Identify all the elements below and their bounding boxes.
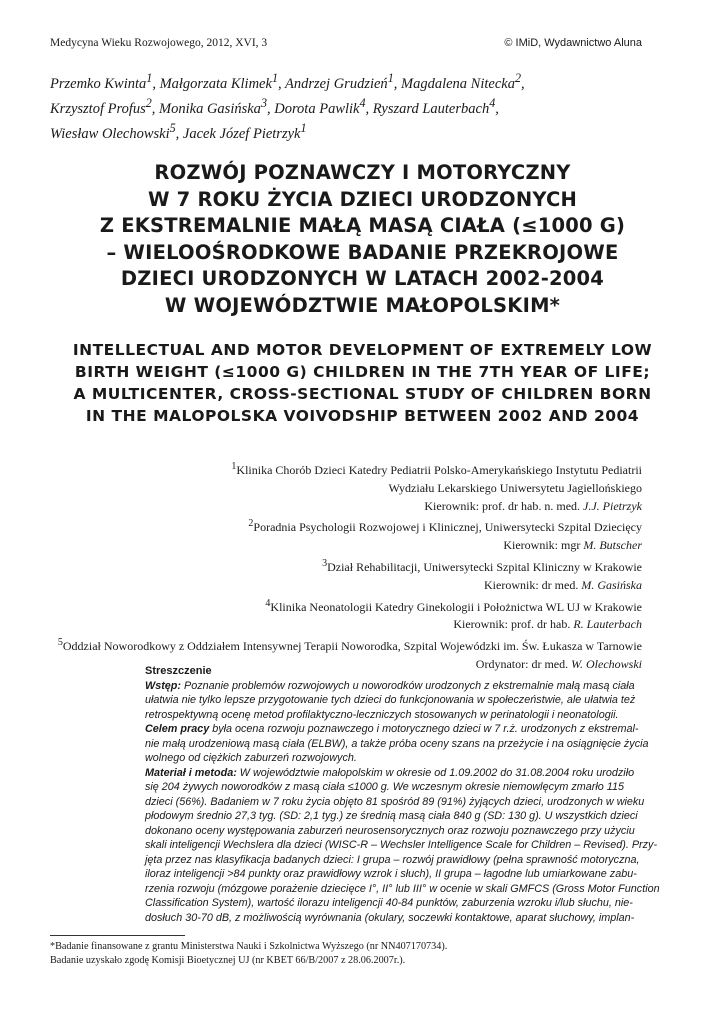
author-line — [50, 94, 642, 119]
abstract-line: ułatwia nie tylko lepsze przygotowanie tych dzieci do funkcjonowania w społeczeństwie, ale ułatwia też — [145, 694, 636, 706]
affiliation-marker: 1 — [271, 71, 278, 85]
title-line: W WOJEWÓDZTWIE MAŁOPOLSKIM* — [164, 293, 561, 317]
affiliation-text: Klinika Neonatologii Katedry Ginekologii i Położnictwa WL UJ w Krakowie — [270, 599, 642, 614]
author-name: , Jacek Józef Pietrzyk — [175, 125, 301, 142]
abstract-line: skali inteligencji Wechslera dla dzieci (WISC-R – Wechsler Intelligence Scale for Children – Revised). Przy- — [145, 839, 658, 851]
abstract — [145, 664, 660, 925]
affiliation-4-head — [50, 616, 642, 634]
head-name: M. Gasińska — [581, 577, 642, 592]
author-name: Przemko Kwinta — [50, 75, 147, 92]
affiliation-marker: 1 — [231, 461, 237, 472]
title-line: A MULTICENTER, CROSS-SECTIONAL STUDY OF CHILDREN BORN — [73, 385, 652, 403]
author-line — [50, 69, 642, 94]
affiliation-text: Klinika Chorób Dzieci Katedry Pediatrii Polsko-Amerykańskiego Instytutu Pediatrii — [236, 463, 642, 477]
head-name: W. Olechowski — [571, 656, 642, 671]
section-label-cel: Celem pracy — [145, 723, 210, 735]
head-name: M. Butscher — [583, 538, 642, 553]
title-english — [30, 339, 695, 427]
author-name: , Dorota Pawlik — [266, 100, 360, 117]
affiliation-3 — [50, 555, 642, 577]
title-polish — [30, 160, 695, 319]
abstract-line: rzenia rozwoju (mózgowe porażenie dziecięce I°, II° lub III° w ocenie w skali GMFCS (Gross Motor Function — [145, 882, 660, 895]
title-line: W 7 ROKU ŻYCIA DZIECI URODZONYCH — [147, 187, 577, 211]
author-line — [50, 119, 642, 144]
title-line: BIRTH WEIGHT (≤1000 G) CHILDREN IN THE 7TH YEAR OF LIFE; — [74, 363, 651, 381]
title-line: INTELLECTUAL AND MOTOR DEVELOPMENT OF EXTREMELY LOW — [72, 341, 653, 359]
affiliation-marker: 4 — [359, 95, 366, 110]
affiliation-marker: 1 — [300, 120, 307, 135]
title-line: ROZWÓJ POZNAWCZY I MOTORYCZNY — [154, 161, 571, 184]
abstract-line: się 204 żywych noworodków z masą ciała ≤1000 g. We wczesnym okresie niemowlęcym zmarło 115 — [145, 781, 624, 793]
affiliation-marker: 1 — [146, 71, 153, 85]
affiliation-text: Dział Rehabilitacji, Uniwersytecki Szpital Kliniczny w Krakowie — [327, 559, 642, 574]
copyright-notice: © IMiD, Wydawnictwo Aluna — [504, 37, 642, 49]
affiliation-text: Poradnia Psychologii Rozwojowej i Klinicznej, Uniwersytecki Szpital Dziecięcy — [253, 520, 642, 535]
title-line: – WIELOOŚRODKOWE BADANIE PRZEKROJOWE — [106, 240, 619, 264]
affiliation-text: Oddział Noworodkowy z Oddziałem Intensywnej Terapii Noworodka, Szpital Wojewódzki im. Św. Łukasza w Tarnowie — [62, 639, 642, 654]
abstract-line — [145, 722, 642, 737]
affiliation-marker: 5 — [169, 120, 176, 135]
author-name: , Ryszard Lauterbach — [365, 100, 490, 117]
abstract-line: wolnego od ciężkich zaburzeń rozwojowych. — [145, 752, 357, 764]
head-name: R. Lauterbach — [573, 617, 642, 632]
footnote-divider — [50, 935, 185, 936]
section-label-metoda: Materiał i metoda: — [145, 766, 237, 779]
affiliation-2-head — [50, 537, 642, 555]
head-label: Kierownik: mgr — [503, 538, 584, 553]
abstract-line: jęta przez nas klasyfikacja badanych dzieci: I grupa – rozwój prawidłowy (pełna sprawność motoryczna, — [145, 853, 640, 866]
abstract-line: iloraz inteligencji >84 punkty oraz prawidłowy wzrok i słuch), II grupa – łagodne lub umiarkowane zabu- — [145, 868, 637, 880]
affiliation-marker: 1 — [387, 71, 394, 85]
affiliation-marker: 4 — [265, 597, 271, 609]
running-header — [50, 37, 642, 53]
author-name: Krzysztof Profus — [50, 100, 146, 117]
head-name: J.J. Pietrzyk — [583, 498, 642, 513]
affiliation-marker: 5 — [57, 637, 63, 649]
abstract-heading: Streszczenie — [145, 665, 212, 677]
abstract-line: dzieci (56%). Badaniem w 7 roku życia objęto 81 spośród 89 (91%) żyjących dzieci, urodzonych w wieku — [145, 795, 645, 808]
abstract-line: retrospektywną ocenę metod profilaktyczno-leczniczych stosowanych w perinatologii i neonatologii. — [145, 708, 619, 721]
head-label: Kierownik: dr med. — [484, 577, 582, 592]
section-label-wstep: Wstęp: — [145, 679, 181, 692]
affiliation-marker: 3 — [322, 557, 328, 569]
affiliation-marker: 4 — [489, 95, 496, 110]
affiliation-2 — [50, 515, 642, 537]
affiliation-marker: 3 — [260, 95, 267, 110]
footnotes — [50, 940, 642, 967]
affiliation-1 — [50, 458, 642, 480]
affiliation-4 — [50, 595, 642, 617]
abstract-line: dokonano oceny występowania zaburzeń neurosensorycznych oraz rozwoju poznawczego przy użyciu — [145, 824, 635, 837]
abstract-line: płodowym średnio 27,3 tyg. (SD: 2,1 tyg.) ze średnią masą ciała 840 g (SD: 130 g). U wszystkich dzieci — [145, 810, 638, 822]
affiliation-3-head — [50, 577, 642, 595]
affiliation-5 — [50, 634, 642, 656]
head-label: Kierownik: prof. dr hab. — [453, 617, 574, 632]
author-name: , Andrzej Grudzień — [277, 75, 388, 92]
head-label: Kierownik: prof. dr hab. n. med. — [424, 498, 584, 513]
abstract-line — [145, 679, 642, 694]
author-list — [50, 69, 642, 143]
author-name: Wiesław Olechowski — [50, 125, 170, 142]
abstract-text: W województwie małopolskim w okresie od 1.09.2002 do 31.08.2004 roku urodziło — [236, 766, 635, 779]
abstract-line: nie małą urodzeniową masą ciała (ELBW), a także próba oceny szans na przeżycie i na osiągnięcie życia — [145, 737, 649, 750]
journal-citation: Medycyna Wieku Rozwojowego, 2012, XVI, 3 — [50, 37, 268, 49]
affiliations — [50, 458, 642, 674]
abstract-line: dosłuch 30-70 dB, z możliwością wyrównania (okulary, soczewki kontaktowe, aparat słuchowy, implan- — [145, 911, 635, 924]
separator: , — [495, 100, 499, 117]
author-name: , Małgorzata Klimek — [152, 75, 272, 92]
title-line: Z EKSTREMALNIE MAŁĄ MASĄ CIAŁA (≤1000 G) — [99, 214, 626, 237]
title-line: IN THE MALOPOLSKA VOIVODSHIP BETWEEN 2002 AND 2004 — [85, 407, 640, 425]
affiliation-marker: 2 — [248, 518, 254, 530]
author-name: , Monika Gasińska — [151, 100, 261, 117]
affiliation-marker: 2 — [145, 95, 152, 110]
abstract-line — [145, 766, 642, 781]
author-name: , Magdalena Nitecka — [393, 75, 515, 92]
footnote-funding: *Badanie finansowane z grantu Ministerstwa Nauki i Szkolnictwa Wyższego (nr NN407170734). — [50, 941, 448, 952]
abstract-text: była ocena rozwoju poznawczego i motorycznego dzieci w 7 r.ż. urodzonych z ekstremal- — [209, 723, 639, 735]
footnote-ethics: Badanie uzyskało zgodę Komisji Bioetycznej UJ (nr KBET 66/B/2007 z 28.06.2007r.). — [50, 954, 406, 966]
title-line: DZIECI URODZONYCH W LATACH 2002-2004 — [120, 267, 605, 290]
abstract-text: Poznanie problemów rozwojowych u noworodków urodzonych z ekstremalnie małą masą ciała — [181, 679, 635, 692]
head-label: Ordynator: dr med. — [475, 656, 572, 671]
abstract-line: Classification System), wartość ilorazu inteligencji 40-84 punktów, zaburzenia wzroku i/lub słuchu, nie- — [145, 897, 633, 909]
affiliation-1-head — [50, 498, 642, 516]
affiliation-marker: 2 — [514, 71, 521, 85]
separator: , — [521, 75, 525, 92]
affiliation-1-cont: Wydziału Lekarskiego Uniwersytetu Jagiellońskiego — [388, 480, 642, 495]
